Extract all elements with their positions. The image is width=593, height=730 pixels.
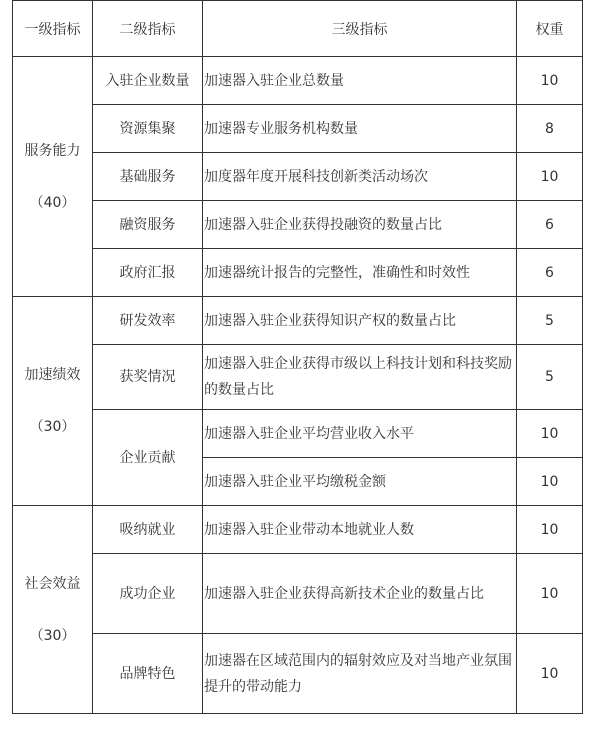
level2-cell: 资源集聚 [93, 105, 203, 153]
level3-cell: 加速器入驻企业平均营业收入水平 [203, 410, 517, 458]
level3-cell: 加速器入驻企业获得投融资的数量占比 [203, 201, 517, 249]
level2-cell: 吸纳就业 [93, 506, 203, 554]
indicator-table [12, 0, 583, 714]
level2-cell: 成功企业 [93, 554, 203, 634]
weight-cell: 10 [517, 57, 583, 105]
level2-cell: 获奖情况 [93, 345, 203, 410]
table-row [13, 57, 583, 105]
level1-cell [13, 297, 93, 506]
level2-cell: 基础服务 [93, 153, 203, 201]
level3-cell: 加速器入驻企业总数量 [203, 57, 517, 105]
table-row [13, 345, 583, 410]
level3-cell: 加速器入驻企业平均缴税金额 [203, 458, 517, 506]
weight-cell: 8 [517, 105, 583, 153]
header-weight: 权重 [517, 1, 583, 57]
table-row [13, 506, 583, 554]
level1-name: 社会效益 [24, 575, 81, 592]
weight-cell: 10 [517, 634, 583, 714]
level1-cell [13, 57, 93, 297]
level3-cell: 加速器专业服务机构数量 [203, 105, 517, 153]
weight-cell: 10 [517, 554, 583, 634]
level1-weight: （30） [29, 627, 76, 644]
weight-cell: 6 [517, 201, 583, 249]
weight-cell: 10 [517, 153, 583, 201]
table-row [13, 105, 583, 153]
level2-cell: 品牌特色 [93, 634, 203, 714]
header-level3: 三级指标 [203, 1, 517, 57]
level1-weight: （40） [29, 194, 76, 211]
weight-cell: 10 [517, 458, 583, 506]
header-row [13, 1, 583, 57]
table-row [13, 410, 583, 458]
level3-cell: 加速器入驻企业带动本地就业人数 [203, 506, 517, 554]
header-level1: 一级指标 [13, 1, 93, 57]
level3-cell: 加速器统计报告的完整性，准确性和时效性 [203, 249, 517, 297]
weight-cell: 5 [517, 297, 583, 345]
weight-cell: 10 [517, 506, 583, 554]
level2-cell: 入驻企业数量 [93, 57, 203, 105]
table-row [13, 634, 583, 714]
level1-cell [13, 506, 93, 714]
weight-cell: 5 [517, 345, 583, 410]
level3-cell: 加速器在区域范围内的辐射效应及对当地产业氛围提升的带动能力 [203, 634, 517, 714]
level3-cell: 加速器入驻企业获得市级以上科技计划和科技奖励的数量占比 [203, 345, 517, 410]
level2-cell: 融资服务 [93, 201, 203, 249]
level2-cell: 研发效率 [93, 297, 203, 345]
level1-weight: （30） [29, 419, 76, 435]
table-row [13, 201, 583, 249]
weight-cell: 6 [517, 249, 583, 297]
level3-cell: 加度器年度开展科技创新类活动场次 [203, 153, 517, 201]
level1-name: 加速绩效 [24, 367, 81, 383]
level3-cell: 加速器入驻企业获得知识产权的数量占比 [203, 297, 517, 345]
table-row [13, 297, 583, 345]
level1-name: 服务能力 [24, 142, 81, 159]
level2-cell: 政府汇报 [93, 249, 203, 297]
weight-cell: 10 [517, 410, 583, 458]
level2-cell: 企业贡献 [93, 410, 203, 506]
header-level2: 二级指标 [93, 1, 203, 57]
table-row [13, 554, 583, 634]
level3-cell: 加速器入驻企业获得高新技术企业的数量占比 [203, 554, 517, 634]
table-row [13, 153, 583, 201]
table-row [13, 249, 583, 297]
